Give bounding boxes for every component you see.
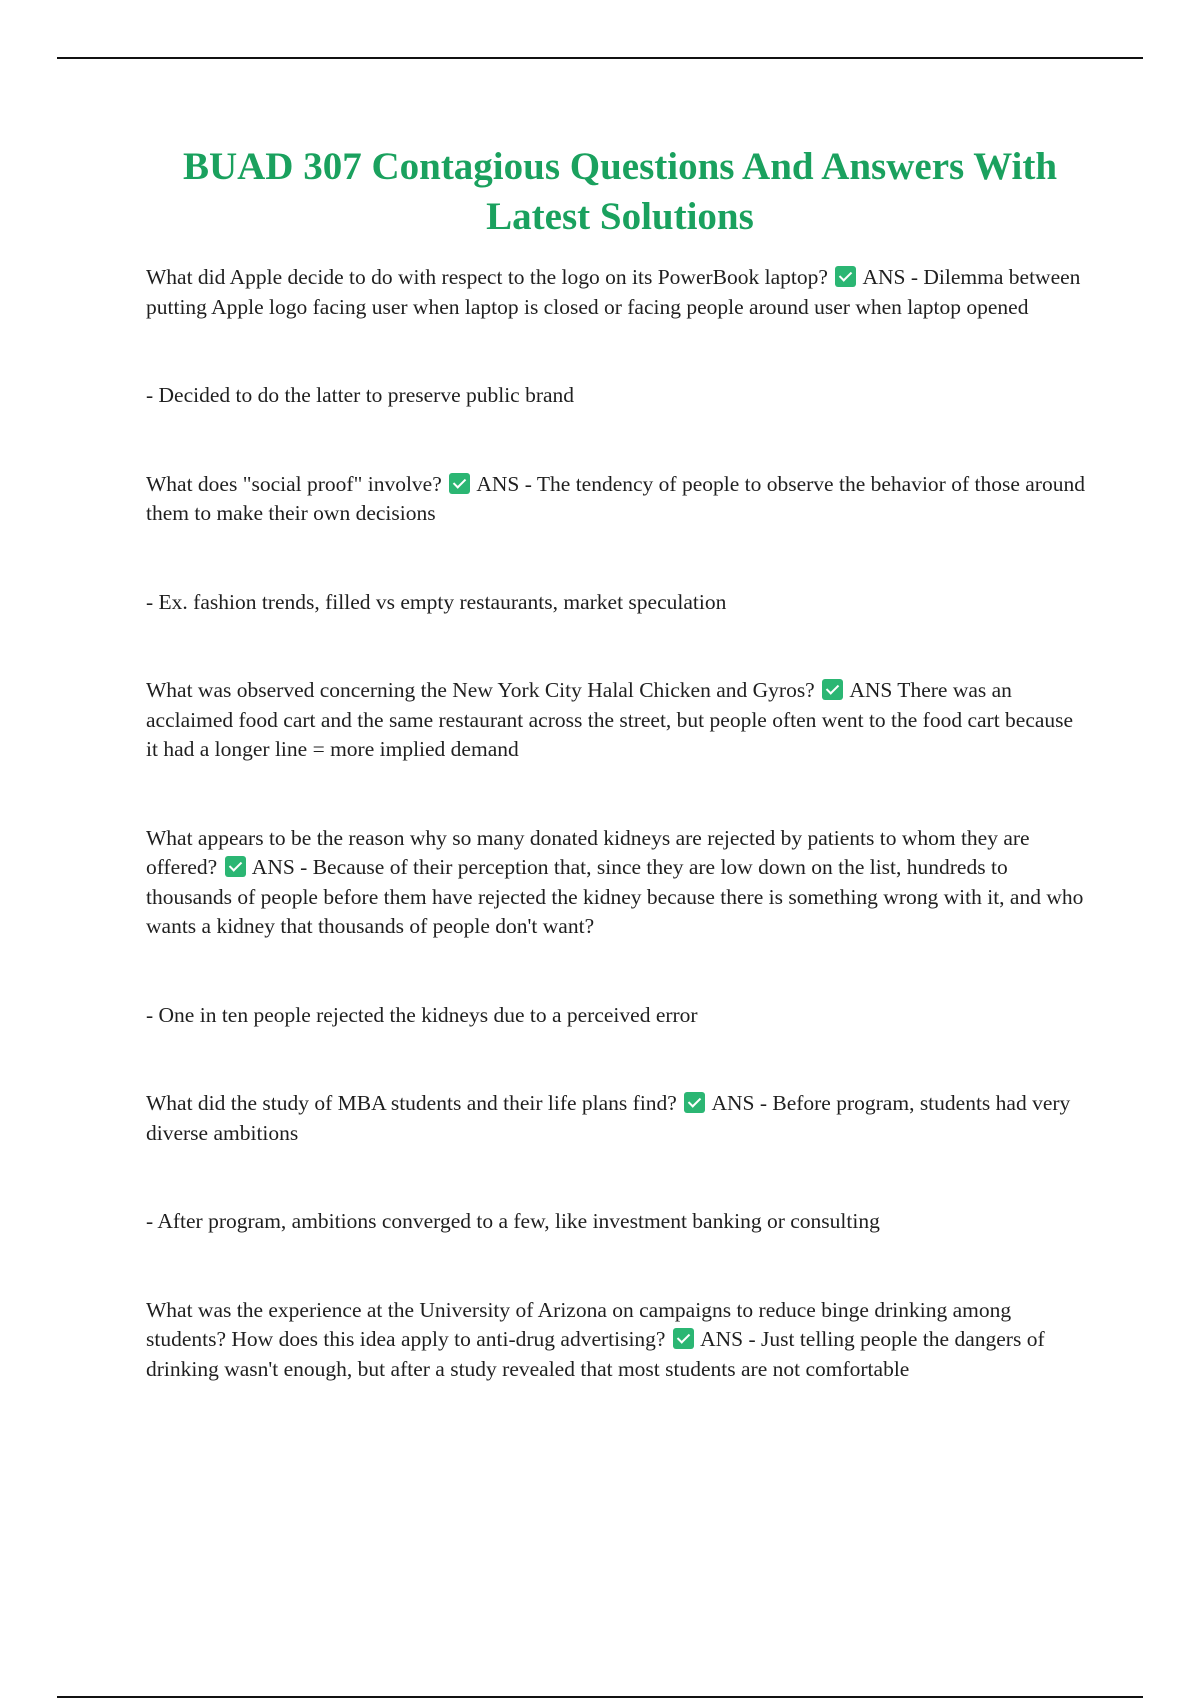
qa-entry xyxy=(146,676,1090,765)
question-text: What did the study of MBA students and their life plans find? xyxy=(146,1091,677,1115)
header-rule xyxy=(57,57,1143,59)
question-text: What does "social proof" involve? xyxy=(146,471,442,496)
question-text: What was the experience at the University of Arizona on campaigns to reduce binge drinking among students? How does this idea apply to anti-drug advertising? xyxy=(146,1297,1012,1351)
question-text: What was observed concerning the New York City Halal Chicken and Gyros? xyxy=(146,678,815,702)
answer-note: - One in ten people rejected the kidneys due to a perceived error xyxy=(146,1002,698,1027)
check-mark-icon xyxy=(835,266,856,287)
answer-note: - After program, ambitions converged to a few, like investment banking or consulting xyxy=(146,1209,880,1233)
answer-note: - Decided to do the latter to preserve public brand xyxy=(146,383,575,407)
qa-entry xyxy=(146,1296,1090,1385)
check-mark-icon xyxy=(673,1328,694,1349)
question-text: What appears to be the reason why so many donated kidneys are rejected by patients to whom they are offered? xyxy=(146,825,1030,879)
check-mark-icon xyxy=(225,856,246,877)
answer-text: ANS - Before program, students had very diverse ambitions xyxy=(146,1091,1071,1145)
answer-text: ANS - The tendency of people to observe the behavior of those around them to make their own decisions xyxy=(146,471,1085,525)
answer-note: - Ex. fashion trends, filled vs empty restaurants, market speculation xyxy=(146,589,727,614)
qa-entry xyxy=(146,470,1090,529)
qa-entry xyxy=(146,824,1090,942)
footer-rule xyxy=(57,1696,1143,1698)
answer-text: ANS - Dilemma between putting Apple logo facing user when laptop is closed or facing people around user when laptop opened xyxy=(146,265,1081,319)
question-text: What did Apple decide to do with respect to the logo on its PowerBook laptop? xyxy=(146,265,828,289)
qa-entry xyxy=(146,263,1090,322)
qa-entry xyxy=(146,1089,1090,1148)
answer-text: ANS There was an acclaimed food cart and the same restaurant across the street, but people often went to the food cart because it had a longer line = more implied demand xyxy=(146,678,1074,761)
check-mark-icon xyxy=(449,473,470,494)
document-body xyxy=(146,263,1090,1384)
check-mark-icon xyxy=(822,679,843,700)
answer-text: ANS - Because of their perception that, since they are low down on the list, hundreds to thousands of people before them have rejected the kidney because there is something wrong with it, and who wants a kidney that thousands of people don't want? xyxy=(146,855,1084,938)
document-title: BUAD 307 Contagious Questions And Answers With Latest Solutions xyxy=(182,145,1058,238)
answer-text: ANS - Just telling people the dangers of drinking wasn't enough, but after a study revealed that most students are not comfortable xyxy=(146,1327,1045,1381)
check-mark-icon xyxy=(684,1092,705,1113)
